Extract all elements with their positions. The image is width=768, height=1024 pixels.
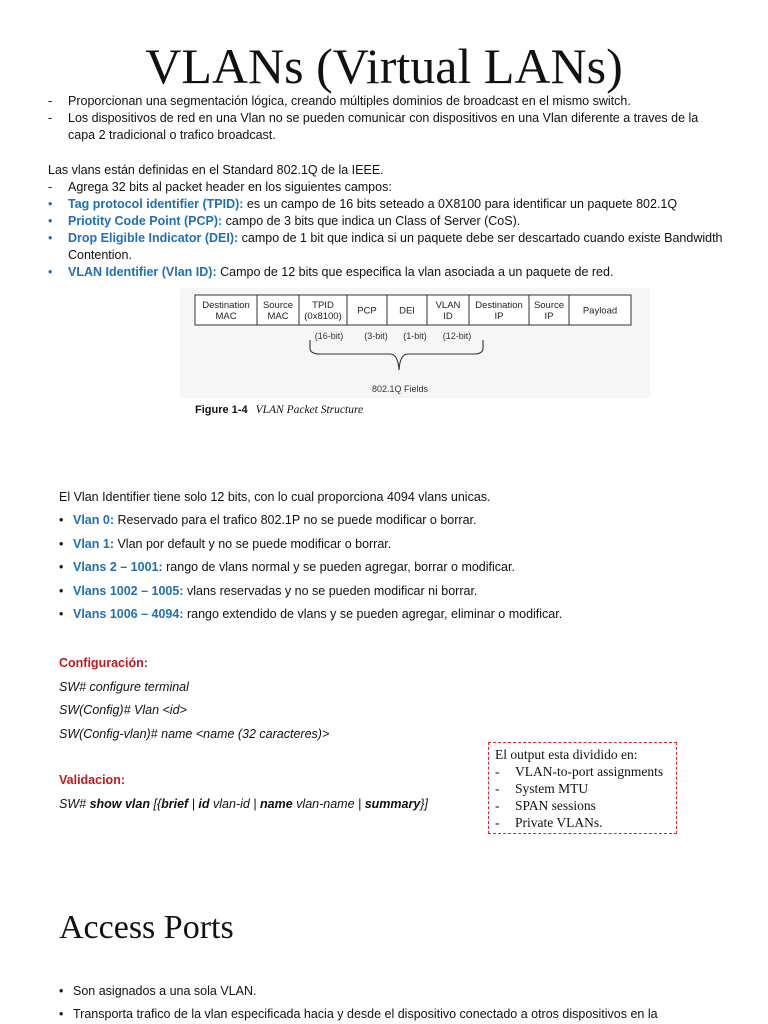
packet-cell-label: Destination IP xyxy=(475,300,523,322)
range-term: Vlan 1: xyxy=(73,536,114,551)
cmd-keyword: brief xyxy=(161,796,189,811)
list-item: • Vlans 1002 – 1005: vlans reservadas y no se pueden modificar ni borrar. xyxy=(59,583,478,598)
range-term: Vlan 0: xyxy=(73,513,114,527)
field-desc: campo de 1 bit que indica si un paquete debe ser descartado cuando existe Bandwidth Contention. xyxy=(68,231,723,262)
field-desc: es un campo de 16 bits seteado a 0X8100 para identificar un paquete 802.1Q xyxy=(243,197,678,211)
range-term: Vlans 1002 – 1005: xyxy=(73,583,184,598)
cmd-keyword: show vlan xyxy=(89,796,150,811)
list-item: • Vlan 1: Vlan por default y no se puede modificar o borrar. xyxy=(59,536,392,551)
packet-cell-label: PCP xyxy=(357,305,377,317)
list-item: - Agrega 32 bits al packet header en los siguientes campos: xyxy=(48,180,392,194)
output-note-box xyxy=(488,742,677,834)
range-desc: rango extendido de vlans y se pueden agregar, eliminar o modificar. xyxy=(183,607,563,621)
list-item: - Proporcionan una segmentación lógica, creando múltiples dominios de broadcast en el mismo switch. xyxy=(48,94,631,108)
cmd-part: | xyxy=(188,796,199,811)
list-item: - VLAN-to-port assignments xyxy=(495,764,664,779)
note-item: SPAN sessions xyxy=(515,798,596,813)
cmd-part: }] xyxy=(420,796,428,811)
vlan-packet-diagram xyxy=(180,288,650,416)
bit-size-label: (16-bit) xyxy=(314,331,344,341)
field-item-dei: • Drop Eligible Indicator (DEI): campo de 1 bit que indica si un paquete debe ser descartado cuando existe Bandwidth Contention. xyxy=(48,231,723,262)
range-term: Vlans 1006 – 4094: xyxy=(73,607,184,621)
range-desc: Vlan por default y no se puede modificar o borrar. xyxy=(114,536,392,551)
list-item: - SPAN sessions xyxy=(495,798,596,813)
cmd-keyword: name xyxy=(260,796,293,811)
range-term: Vlans 2 – 1001: xyxy=(73,560,163,574)
packet-cell-label: Destination MAC xyxy=(202,300,250,322)
field-term: VLAN Identifier (Vlan ID): xyxy=(68,265,217,279)
vlan-id-intro: El Vlan Identifier tiene solo 12 bits, con lo cual proporciona 4094 vlans unicas. xyxy=(59,490,491,504)
cmd-keyword: summary xyxy=(364,796,421,811)
range-desc: vlans reservadas y no se pueden modificar ni borrar. xyxy=(183,583,478,598)
note-item: Private VLANs. xyxy=(515,815,603,830)
list-item: • Transporta trafico de la vlan especificada hacia y desde el dispositivo conectado a otros dispositivos en la xyxy=(59,1007,658,1021)
cmd-part: vlan-name | xyxy=(292,796,365,811)
config-section xyxy=(59,655,479,743)
note-item: System MTU xyxy=(515,781,589,796)
cmd-prefix: SW# xyxy=(59,796,90,811)
packet-cell-label: Source IP xyxy=(533,300,565,322)
config-line: SW(Config)# Vlan <id> xyxy=(59,703,187,717)
field-desc: campo de 3 bits que indica un Class of Server (CoS). xyxy=(222,214,521,228)
access-ports-list xyxy=(59,983,759,1023)
packet-cell-label: Source MAC xyxy=(262,300,294,322)
range-desc: rango de vlans normal y se pueden agregar, borrar o modificar. xyxy=(162,560,515,574)
figure-name: VLAN Packet Structure xyxy=(255,404,364,416)
page-title: VLANs (Virtual LANs) xyxy=(145,38,623,94)
figure-caption xyxy=(195,404,363,416)
brace-label: 802.1Q Fields xyxy=(371,384,429,394)
field-item-tpid: • Tag protocol identifier (TPID): es un campo de 16 bits seteado a 0X8100 para identificar un paquete 802.1Q xyxy=(48,197,678,211)
bit-size-label: (3-bit) xyxy=(364,331,388,341)
cmd-part: [{ xyxy=(150,796,162,811)
field-term: Tag protocol identifier (TPID): xyxy=(68,197,244,211)
packet-cell-label: VLAN ID xyxy=(435,300,461,322)
vlan-range-section xyxy=(59,489,739,623)
access-item: Son asignados a una sola VLAN. xyxy=(73,984,257,998)
validation-section xyxy=(59,772,479,813)
bit-size-label: (1-bit) xyxy=(403,331,427,341)
list-item: • Vlan 0: Reservado para el trafico 802.1P no se puede modificar o borrar. xyxy=(59,513,477,527)
validation-command xyxy=(59,796,479,813)
list-item: - System MTU xyxy=(495,781,589,796)
access-ports-heading: Access Ports xyxy=(59,909,234,946)
list-item: • Vlans 1006 – 4094: rango extendido de vlans y se pueden agregar, eliminar o modificar. xyxy=(59,607,563,621)
list-item: - Los dispositivos de red en una Vlan no se pueden comunicar con dispositivos en una Vlan diferente a traves de la capa 2 tradicional o trafico broadcast. xyxy=(48,110,728,144)
cmd-part: vlan-id | xyxy=(209,796,261,811)
access-item: Transporta trafico de la vlan especificada hacia y desde el dispositivo conectado a otros dispositivos en la xyxy=(73,1007,658,1021)
field-item-pcp: • Priotity Code Point (PCP): campo de 3 bits que indica un Class of Server (CoS). xyxy=(48,214,521,228)
config-line: SW(Config-vlan)# name <name (32 caracteres)> xyxy=(59,726,330,741)
intro-list xyxy=(48,93,728,144)
list-item: - Private VLANs. xyxy=(495,815,603,830)
intro-item-text: Proporcionan una segmentación lógica, creando múltiples dominios de broadcast en el mismo switch. xyxy=(68,94,631,108)
figure-label: Figure 1-4 xyxy=(195,404,248,416)
standard-section xyxy=(48,162,738,281)
packet-cell-label: Payload xyxy=(582,305,618,317)
packet-cell-label: TPID (0x8100) xyxy=(304,300,342,322)
packet-structure-svg xyxy=(180,288,650,398)
standard-line: Las vlans están definidas en el Standard 802.1Q de la IEEE. xyxy=(48,163,384,177)
config-line: SW# configure terminal xyxy=(59,679,189,694)
field-item-vlan-id: • VLAN Identifier (Vlan ID): Campo de 12 bits que especifica la vlan asociada a un paquete de red. xyxy=(48,265,614,279)
list-item: • Vlans 2 – 1001: rango de vlans normal y se pueden agregar, borrar o modificar. xyxy=(59,560,515,574)
note-item: VLAN-to-port assignments xyxy=(515,764,664,779)
field-term: Drop Eligible Indicator (DEI): xyxy=(68,231,239,245)
packet-cell-label: DEI xyxy=(399,305,415,317)
validation-heading: Validacion: xyxy=(59,773,125,787)
standard-sub: Agrega 32 bits al packet header en los siguientes campos: xyxy=(68,180,392,194)
field-term: Priotity Code Point (PCP): xyxy=(68,214,223,228)
bit-size-label: (12-bit) xyxy=(442,331,472,341)
list-item: • Son asignados a una sola VLAN. xyxy=(59,984,257,998)
config-heading: Configuración: xyxy=(59,656,148,670)
range-desc: Reservado para el trafico 802.1P no se puede modificar o borrar. xyxy=(114,513,477,527)
cmd-keyword: id xyxy=(198,796,210,811)
field-desc: Campo de 12 bits que especifica la vlan asociada a un paquete de red. xyxy=(216,265,614,279)
intro-item-text: Los dispositivos de red en una Vlan no se pueden comunicar con dispositivos en una Vlan diferente a traves de la capa 2 tradicional o trafico broadcast. xyxy=(68,111,699,142)
note-heading: El output esta dividido en: xyxy=(495,747,638,762)
